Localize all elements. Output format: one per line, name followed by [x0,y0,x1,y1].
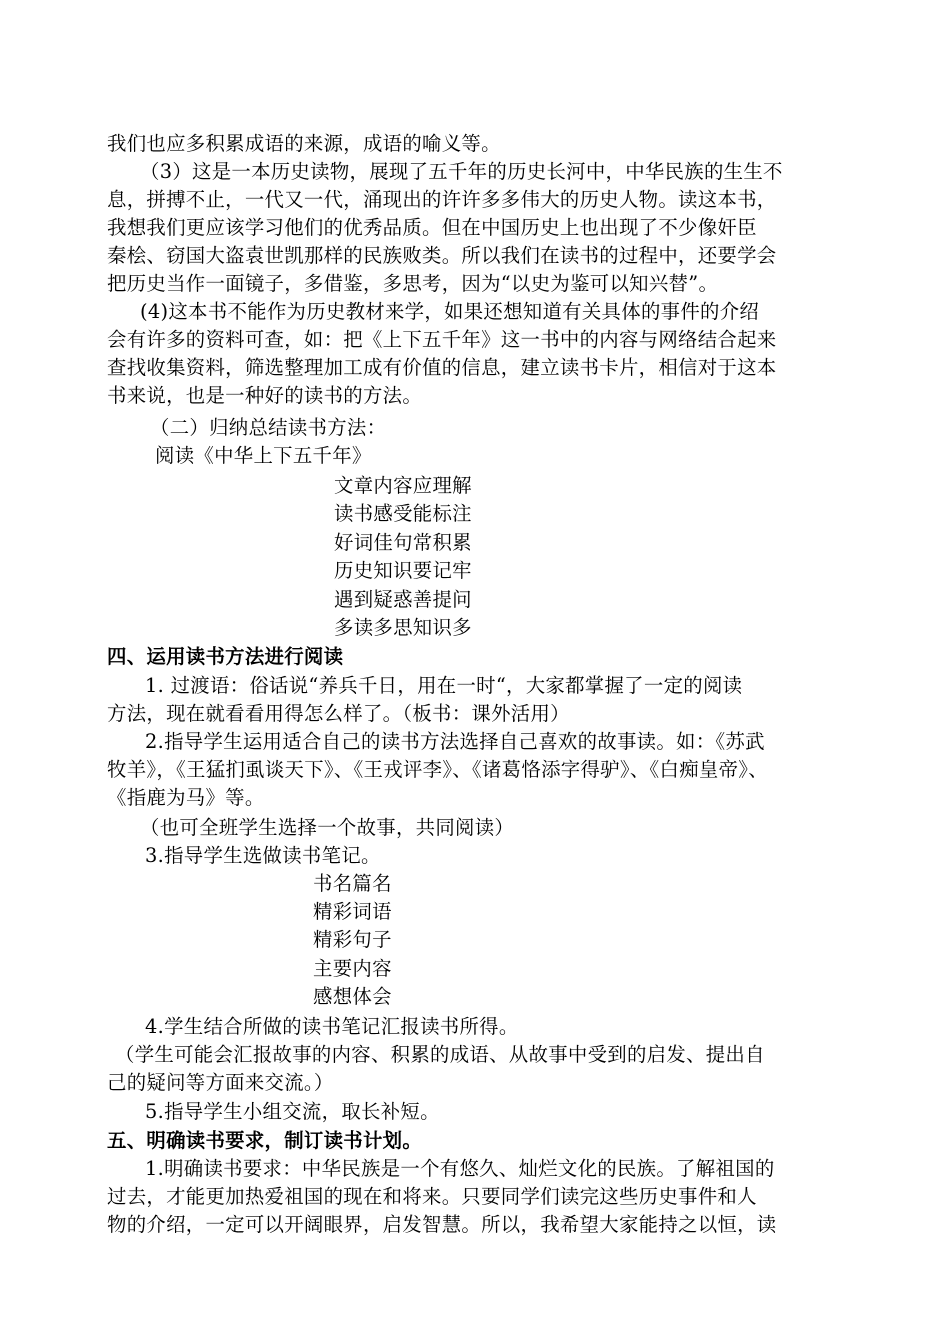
text-line: 己的疑问等方面来交流。） [107,1071,334,1094]
section-heading: 五、明确读书要求，制订读书计划。 [107,1129,423,1152]
note-item: 精彩句子 [313,928,392,951]
method-item: 文章内容应理解 [334,474,472,497]
method-item: 历史知识要记牢 [334,559,472,582]
text-line: 物的介绍，一定可以开阔眼界，启发智慧。所以，我希望大家能持之以恒，读 [107,1213,777,1236]
text-line: 4.学生结合所做的读书笔记汇报读书所得。 [145,1015,519,1038]
section-subheading: （二）归纳总结读书方法： [150,416,387,439]
text-line: 1. 过渡语：俗话说“养兵千日，用在一时“，大家都掌握了一定的阅读 [145,674,743,697]
text-line: （3）这是一本历史读物，展现了五千年的历史长河中，中华民族的生生不 [140,160,783,183]
section-heading: 四、运用读书方法进行阅读 [107,645,344,668]
text-line: 阅读《中华上下五千年》 [155,444,372,467]
text-line: 我想我们更应该学习他们的优秀品质。但在中国历史上也出现了不少像奸臣 [107,216,757,239]
text-line: 1.明确读书要求：中华民族是一个有悠久、灿烂文化的民族。了解祖国的 [145,1157,775,1180]
text-line: 把历史当作一面镜子，多借鉴，多思考，因为“以史为鉴可以知兴替”。 [107,272,719,295]
text-line: 3.指导学生选做读书笔记。 [145,844,381,867]
text-line: 牧羊》，《王猛扪虱谈天下》、《王戎评李》、《诸葛恪添字得驴》、《白痴皇帝》、 [107,758,768,781]
text-line: 方法，现在就看看用得怎么样了。（板书：课外活用） [107,702,570,725]
text-line: 秦桧、窃国大盗袁世凯那样的民族败类。所以我们在读书的过程中，还要学会 [107,244,777,267]
text-line: （学生可能会汇报故事的内容、积累的成语、从故事中受到的启发、提出自 [115,1043,765,1066]
text-line: （也可全班学生选择一个故事，共同阅读） [140,816,515,839]
note-item: 感想体会 [313,985,392,1008]
text-line: 2.指导学生运用适合自己的读书方法选择自己喜欢的故事读。如：《苏武 [145,730,765,753]
note-item: 精彩词语 [313,900,392,923]
text-line: 《指鹿为马》等。 [107,786,265,809]
method-item: 遇到疑惑善提问 [334,588,472,611]
text-line: 会有许多的资料可查，如：把《上下五千年》这一书中的内容与网络结合起来 [107,328,777,351]
method-item: 好词佳句常积累 [334,531,472,554]
text-line: (4)这本书不能作为历史教材来学，如果还想知道有关具体的事件的介绍 [140,300,760,323]
text-line: 息，拼搏不止，一代又一代，涌现出的许许多多伟大的历史人物。读这本书， [107,188,777,211]
text-line: 过去，才能更加热爱祖国的现在和将来。只要同学们读完这些历史事件和人 [107,1185,757,1208]
text-line: 查找收集资料，筛选整理加工成有价值的信息，建立读书卡片，相信对于这本 [107,356,777,379]
text-line: 书来说，也是一种好的读书的方法。 [107,384,423,407]
note-item: 主要内容 [313,957,392,980]
text-line: 我们也应多积累成语的来源，成语的喻义等。 [107,132,501,155]
text-line: 5.指导学生小组交流，取长补短。 [145,1100,440,1123]
method-item: 读书感受能标注 [334,502,472,525]
note-item: 书名篇名 [313,872,392,895]
method-item: 多读多思知识多 [334,616,472,639]
